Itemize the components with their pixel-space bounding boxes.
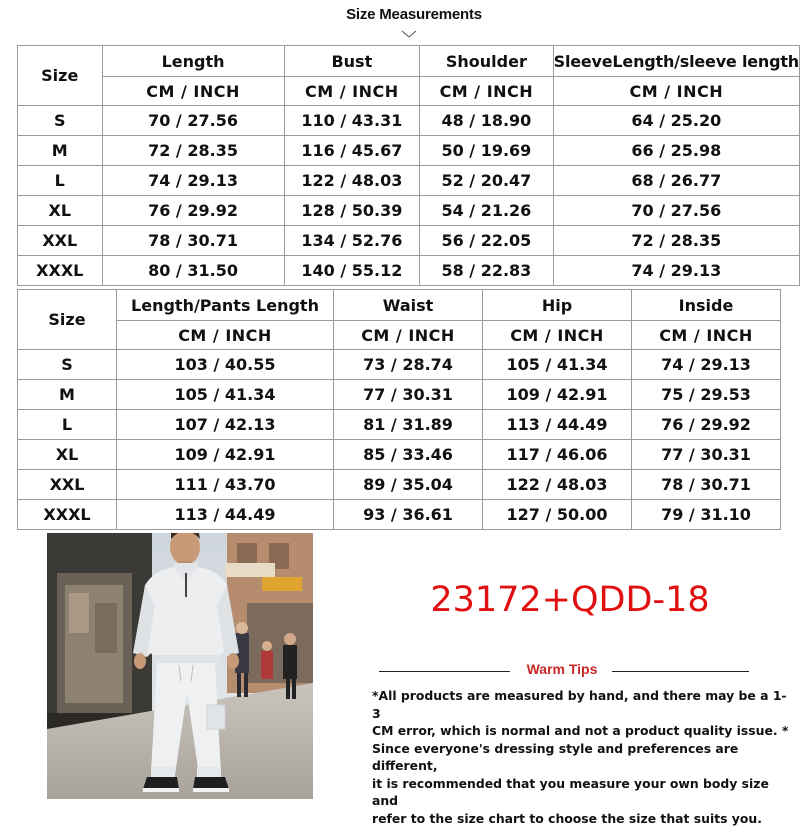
- table-cell: 50 / 19.69: [420, 136, 553, 166]
- table-cell: 76 / 29.92: [102, 196, 284, 226]
- size-column-header: Size: [18, 290, 117, 350]
- table-row: [18, 226, 800, 256]
- table-cell: 134 / 52.76: [284, 226, 420, 256]
- table-row: [18, 136, 800, 166]
- table-row: [18, 410, 781, 440]
- table-cell: 105 / 41.34: [483, 350, 632, 380]
- table-row: [18, 166, 800, 196]
- size-cell: L: [18, 410, 117, 440]
- tips-line: *All products are measured by hand, and there may be a 1-3: [372, 687, 794, 722]
- warm-tips-text: [372, 687, 794, 827]
- unit-label: CM / INCH: [284, 77, 420, 106]
- size-cell: XXL: [18, 470, 117, 500]
- table-cell: 81 / 31.89: [334, 410, 483, 440]
- size-cell: XL: [18, 440, 117, 470]
- size-cell: S: [18, 106, 103, 136]
- warm-tips-title: Warm Tips: [512, 661, 612, 677]
- unit-label: CM / INCH: [553, 77, 799, 106]
- table-cell: 122 / 48.03: [483, 470, 632, 500]
- tips-line: Since everyone's dressing style and preferences are different,: [372, 740, 794, 775]
- size-column-header: Size: [18, 46, 103, 106]
- table-cell: 78 / 30.71: [632, 470, 781, 500]
- table-cell: 128 / 50.39: [284, 196, 420, 226]
- chevron-down-icon: [400, 28, 418, 40]
- table-cell: 111 / 43.70: [117, 470, 334, 500]
- table-cell: 122 / 48.03: [284, 166, 420, 196]
- unit-label: CM / INCH: [483, 321, 632, 350]
- bottom-size-table: [17, 289, 781, 530]
- table-cell: 54 / 21.26: [420, 196, 553, 226]
- table-row: [18, 470, 781, 500]
- size-cell: M: [18, 136, 103, 166]
- table-cell: 76 / 29.92: [632, 410, 781, 440]
- size-cell: XXXL: [18, 256, 103, 286]
- column-header-sleeve-length: SleeveLength/sleeve length: [553, 46, 799, 77]
- table-cell: 72 / 28.35: [553, 226, 799, 256]
- size-cell: XXXL: [18, 500, 117, 530]
- table-cell: 78 / 30.71: [102, 226, 284, 256]
- table-cell: 77 / 30.31: [334, 380, 483, 410]
- table-cell: 85 / 33.46: [334, 440, 483, 470]
- table-cell: 93 / 36.61: [334, 500, 483, 530]
- column-header-length: Length: [102, 46, 284, 77]
- table-row: [18, 196, 800, 226]
- size-cell: S: [18, 350, 117, 380]
- table-cell: 103 / 40.55: [117, 350, 334, 380]
- unit-label: CM / INCH: [117, 321, 334, 350]
- column-header-waist: Waist: [334, 290, 483, 321]
- table-cell: 116 / 45.67: [284, 136, 420, 166]
- table-cell: 127 / 50.00: [483, 500, 632, 530]
- column-header-hip: Hip: [483, 290, 632, 321]
- tips-divider-left: [379, 671, 510, 672]
- table-cell: 77 / 30.31: [632, 440, 781, 470]
- table-cell: 117 / 46.06: [483, 440, 632, 470]
- unit-label: CM / INCH: [102, 77, 284, 106]
- column-header-bust: Bust: [284, 46, 420, 77]
- table-row: [18, 500, 781, 530]
- table-cell: 56 / 22.05: [420, 226, 553, 256]
- tips-line: refer to the size chart to choose the size that suits you.: [372, 810, 794, 827]
- table-cell: 110 / 43.31: [284, 106, 420, 136]
- table-cell: 66 / 25.98: [553, 136, 799, 166]
- column-header-inside: Inside: [632, 290, 781, 321]
- tips-line: it is recommended that you measure your own body size and: [372, 775, 794, 810]
- table-row: [18, 106, 800, 136]
- unit-label: CM / INCH: [334, 321, 483, 350]
- size-cell: L: [18, 166, 103, 196]
- table-row: [18, 256, 800, 286]
- table-cell: 109 / 42.91: [117, 440, 334, 470]
- table-cell: 80 / 31.50: [102, 256, 284, 286]
- table-cell: 140 / 55.12: [284, 256, 420, 286]
- table-row: [18, 440, 781, 470]
- table-cell: 64 / 25.20: [553, 106, 799, 136]
- table-cell: 52 / 20.47: [420, 166, 553, 196]
- table-cell: 74 / 29.13: [102, 166, 284, 196]
- column-header-shoulder: Shoulder: [420, 46, 553, 77]
- table-cell: 48 / 18.90: [420, 106, 553, 136]
- column-header-pants-length: Length/Pants Length: [117, 290, 334, 321]
- tips-divider-right: [612, 671, 749, 672]
- table-cell: 73 / 28.74: [334, 350, 483, 380]
- top-size-table: [17, 45, 800, 286]
- table-cell: 70 / 27.56: [553, 196, 799, 226]
- table-cell: 109 / 42.91: [483, 380, 632, 410]
- table-cell: 58 / 22.83: [420, 256, 553, 286]
- size-cell: M: [18, 380, 117, 410]
- table-cell: 113 / 44.49: [117, 500, 334, 530]
- product-code: 23172+QDD-18: [380, 580, 760, 620]
- product-photo: [47, 533, 313, 799]
- unit-label: CM / INCH: [420, 77, 553, 106]
- table-cell: 113 / 44.49: [483, 410, 632, 440]
- table-cell: 74 / 29.13: [632, 350, 781, 380]
- table-cell: 79 / 31.10: [632, 500, 781, 530]
- table-cell: 105 / 41.34: [117, 380, 334, 410]
- table-row: [18, 380, 781, 410]
- table-cell: 89 / 35.04: [334, 470, 483, 500]
- unit-label: CM / INCH: [632, 321, 781, 350]
- tips-line: CM error, which is normal and not a product quality issue. *: [372, 722, 794, 740]
- page-title: Size Measurements: [0, 6, 800, 23]
- table-cell: 74 / 29.13: [553, 256, 799, 286]
- table-row: [18, 350, 781, 380]
- table-cell: 75 / 29.53: [632, 380, 781, 410]
- table-cell: 72 / 28.35: [102, 136, 284, 166]
- table-cell: 70 / 27.56: [102, 106, 284, 136]
- table-cell: 107 / 42.13: [117, 410, 334, 440]
- size-cell: XL: [18, 196, 103, 226]
- size-cell: XXL: [18, 226, 103, 256]
- table-cell: 68 / 26.77: [553, 166, 799, 196]
